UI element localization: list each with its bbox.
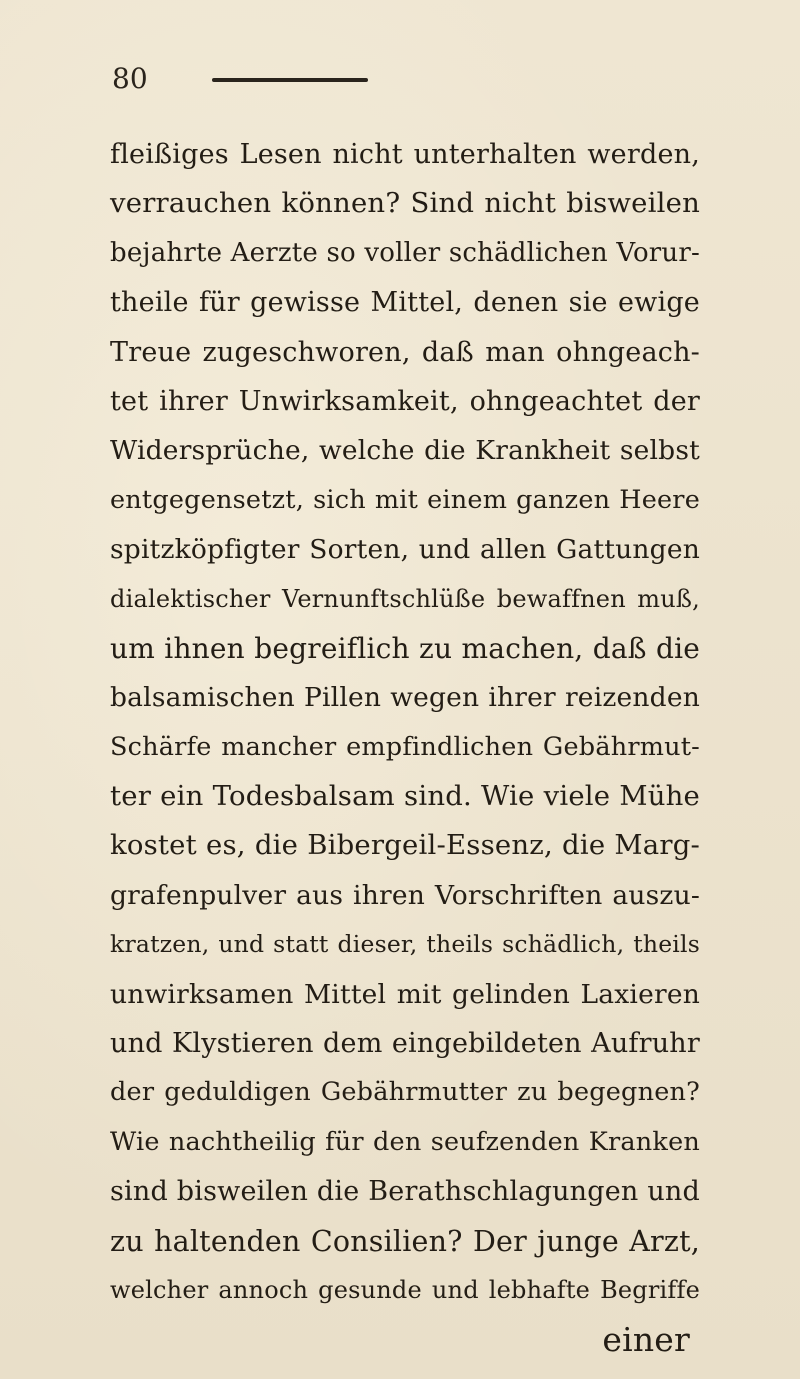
text-line: kostet es, die Bibergeil-Essenz, die Marg- [110, 829, 700, 862]
text-line: zu haltenden Consilien? Der junge Arzt, [110, 1224, 700, 1258]
text-line: Treue zugeschworen, daß man ohngeach- [110, 336, 700, 368]
page-number: 80 [112, 62, 148, 95]
text-line: sind bisweilen die Berathschlagungen und [110, 1176, 700, 1208]
text-line: um ihnen begreiflich zu machen, daß die [110, 631, 700, 665]
text-line: der geduldigen Gebährmutter zu begegnen? [110, 1077, 700, 1108]
text-line: theile für gewisse Mittel, denen sie ewige [110, 287, 700, 319]
text-line: welcher annoch gesunde und lebhafte Begriffe [110, 1275, 700, 1304]
text-line: spitzköpfigter Sorten, und allen Gattungen [110, 534, 700, 566]
text-line: unwirksamen Mittel mit gelinden Laxieren [110, 978, 700, 1010]
text-line: und Klystieren dem eingebildeten Aufruhr [110, 1028, 700, 1060]
text-line: tet ihrer Unwirksamkeit, ohngeachtet der [110, 385, 700, 417]
text-line: bejahrte Aerzte so voller schädlichen Vorur- [110, 237, 700, 268]
text-line: Wie nachtheilig für den seufzenden Kranken [110, 1126, 700, 1157]
text-line: kratzen, und statt dieser, theils schädlich, theils [110, 930, 700, 959]
body-text [110, 130, 700, 1365]
text-line: verrauchen können? Sind nicht bisweilen [110, 187, 700, 220]
text-line: Schärfe mancher empfindlichen Gebährmut- [110, 731, 700, 762]
page-header [112, 62, 692, 102]
catchword: einer [602, 1320, 690, 1360]
text-line: Widersprüche, welche die Krankheit selbst [110, 435, 700, 467]
text-line: ter ein Todesbalsam sind. Wie viele Mühe [110, 780, 700, 813]
text-line: entgegensetzt, sich mit einem ganzen Heere [110, 484, 700, 515]
text-line: grafenpulver aus ihren Vorschriften auszu- [110, 879, 700, 911]
header-rule [212, 78, 368, 82]
text-line: fleißiges Lesen nicht unterhalten werden, [110, 139, 700, 170]
text-line: balsamischen Pillen wegen ihrer reizenden [110, 682, 700, 714]
text-line: dialektischer Vernunftschlüße bewaffnen muß, [110, 584, 700, 613]
